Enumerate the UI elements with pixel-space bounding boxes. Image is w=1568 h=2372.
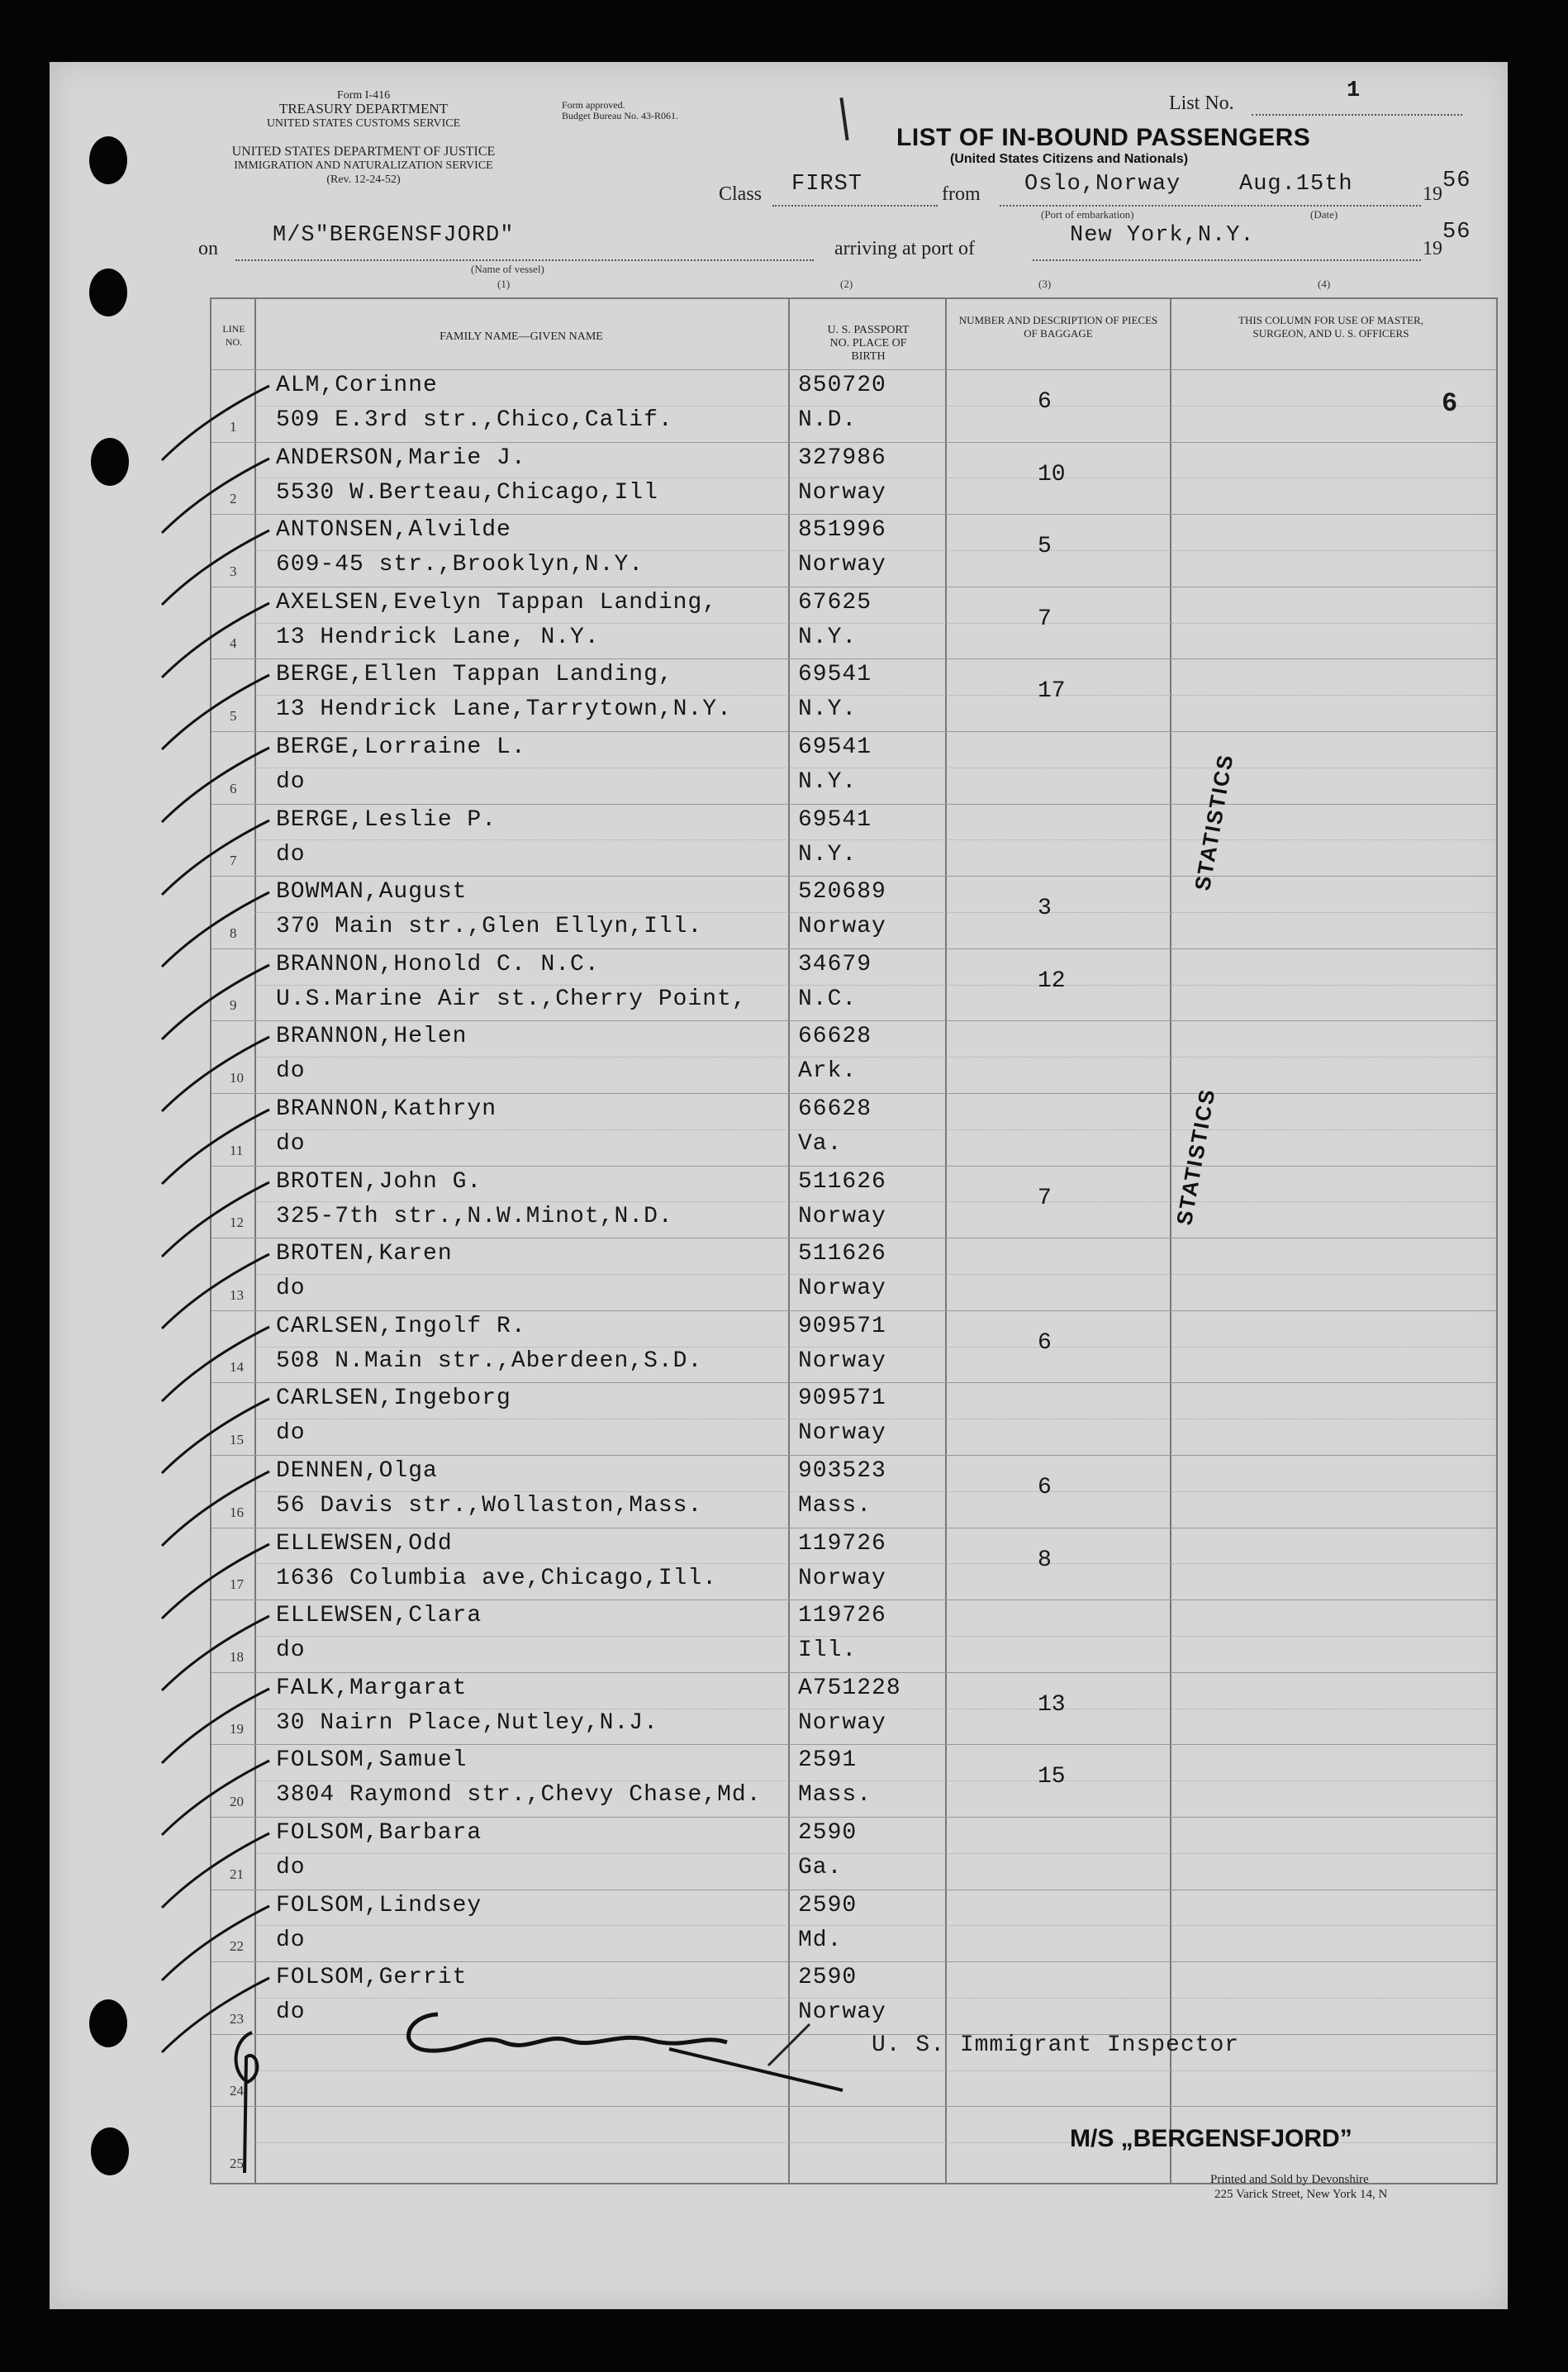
passport-number: 909571 (798, 1313, 886, 1339)
place-of-birth: Norway (798, 1999, 886, 2026)
line-number: 9 (230, 997, 237, 1014)
punch-hole (91, 2127, 129, 2175)
place-of-birth: Norway (798, 1276, 886, 1302)
passport-number: 511626 (798, 1241, 886, 1267)
place-of-birth: Ill. (798, 1638, 858, 1664)
place-of-birth: N.Y. (798, 696, 858, 723)
col-num-4: (4) (1318, 278, 1331, 290)
col-head-officers: THIS COLUMN FOR USE OF MASTER, SURGEON, AND U. S. OFFICERS (1238, 314, 1423, 340)
passenger-name: BOWMAN,August (276, 879, 468, 906)
page-subtitle: (United States Citizens and Nationals) (950, 152, 1189, 166)
place-of-birth: N.Y. (798, 841, 858, 868)
baggage-count: 15 (1038, 1764, 1066, 1790)
year-prefix: 19 (1423, 183, 1442, 205)
inspector-signature (380, 1999, 876, 2107)
col-num-2: (2) (840, 278, 853, 290)
year2-prefix: 19 (1423, 238, 1442, 259)
line-number: 4 (230, 635, 237, 652)
baggage-count: 7 (1038, 1185, 1052, 1211)
form-number: Form I-416 (336, 89, 391, 102)
passenger-address: 30 Nairn Place,Nutley,N.J. (276, 1709, 658, 1736)
treasury-dept: TREASURY DEPARTMENT (278, 101, 449, 116)
col-head-passport: U. S. PASSPORT NO. PLACE OF BIRTH (827, 324, 910, 363)
arriving-label: arriving at port of (834, 238, 975, 259)
year-suffix: 56 (1442, 169, 1471, 193)
line-number: 1 (230, 418, 237, 435)
passenger-address: do (276, 1276, 306, 1302)
passenger-name: FALK,Margarat (276, 1675, 468, 1701)
form-approved: Form approved. (562, 99, 625, 111)
from-label: from (942, 183, 981, 205)
officer-count: 6 (1442, 388, 1459, 419)
baggage-count: 5 (1038, 534, 1052, 560)
line-number: 20 (230, 1794, 244, 1809)
passenger-address: 509 E.3rd str.,Chico,Calif. (276, 407, 673, 433)
passenger-address: do (276, 1638, 306, 1664)
place-of-birth: Ark. (798, 1058, 858, 1085)
passport-number: 67625 (798, 589, 872, 616)
col-num-3: (3) (1038, 278, 1052, 290)
list-no-label: List No. (1169, 93, 1234, 114)
punch-hole (91, 438, 129, 486)
passenger-name: BERGE,Ellen Tappan Landing, (276, 662, 673, 688)
passenger-address: 13 Hendrick Lane, N.Y. (276, 624, 600, 650)
port-embarkation-caption: (Port of embarkation) (1041, 208, 1134, 221)
passenger-address: 325-7th str.,N.W.Minot,N.D. (276, 1203, 673, 1229)
line-number: 3 (230, 563, 237, 579)
year2-suffix: 56 (1442, 220, 1471, 245)
statistics-stamp: STATISTICS (1171, 1086, 1220, 1228)
line-number: 7 (230, 853, 237, 869)
line-number: 18 (230, 1648, 244, 1665)
passenger-address: do (276, 1420, 306, 1447)
baggage-count: 6 (1038, 1329, 1052, 1356)
passenger-address: 5530 W.Berteau,Chicago,Ill (276, 479, 658, 506)
passport-number: 327986 (798, 444, 886, 471)
passenger-name: FOLSOM,Barbara (276, 1820, 482, 1846)
baggage-count: 17 (1038, 678, 1066, 705)
customs-service: UNITED STATES CUSTOMS SERVICE (266, 117, 461, 130)
line-number: 19 (230, 1721, 244, 1737)
statistics-stamp: STATISTICS (1190, 751, 1238, 893)
class-label: Class (719, 183, 763, 205)
passenger-address: do (276, 1058, 306, 1085)
punch-hole (89, 136, 127, 184)
place-of-birth: Mass. (798, 1493, 872, 1519)
baggage-count: 6 (1038, 389, 1052, 415)
passenger-address: 1636 Columbia ave,Chicago,Ill. (276, 1565, 718, 1591)
passenger-name: BRANNON,Helen (276, 1024, 468, 1050)
passenger-name: CARLSEN,Ingeborg (276, 1386, 511, 1412)
passport-number: 69541 (798, 734, 872, 760)
passport-number: 909571 (798, 1386, 886, 1412)
place-of-birth: Norway (798, 1203, 886, 1229)
baggage-count: 3 (1038, 896, 1052, 922)
col-head-line: LINE NO. (222, 323, 245, 348)
passenger-name: FOLSOM,Gerrit (276, 1965, 468, 1991)
passenger-name: ELLEWSEN,Odd (276, 1530, 453, 1557)
passport-number: 520689 (798, 879, 886, 906)
punch-hole (89, 1999, 127, 2047)
passenger-name: ANTONSEN,Alvilde (276, 517, 511, 544)
passenger-table (210, 297, 1498, 2184)
passenger-address: do (276, 1855, 306, 1880)
passenger-name: BRANNON,Honold C. N.C. (276, 951, 600, 977)
place-of-birth: N.Y. (798, 624, 858, 650)
revision: (Rev. 12-24-52) (326, 174, 401, 186)
ins-line: IMMIGRATION AND NATURALIZATION SERVICE (234, 159, 493, 172)
line-number: 13 (230, 1286, 244, 1303)
line-number: 6 (230, 780, 237, 796)
passenger-name: BROTEN,John G. (276, 1168, 482, 1195)
passenger-name: ALM,Corinne (276, 373, 438, 398)
baggage-count: 10 (1038, 461, 1066, 487)
place-of-birth: Norway (798, 1348, 886, 1374)
passport-number: 69541 (798, 806, 872, 833)
line-number: 5 (230, 708, 237, 724)
place-of-birth: Ga. (798, 1855, 843, 1880)
place-of-birth: N.D. (798, 407, 858, 433)
passport-number: 2590 (798, 1820, 858, 1846)
passenger-address: 609-45 str.,Brooklyn,N.Y. (276, 552, 644, 578)
line-number: 11 (230, 1142, 244, 1158)
passenger-address: do (276, 769, 306, 795)
passenger-address: U.S.Marine Air st.,Cherry Point, (276, 986, 747, 1012)
passenger-name: AXELSEN,Evelyn Tappan Landing, (276, 589, 718, 616)
passport-number: 119726 (798, 1603, 886, 1629)
place-of-birth: Va. (798, 1131, 843, 1157)
place-of-birth: Norway (798, 1565, 886, 1591)
passport-number: 66628 (798, 1024, 872, 1050)
place-of-birth: Norway (798, 914, 886, 940)
vessel-caption: (Name of vessel) (471, 263, 544, 275)
passenger-address: 3804 Raymond str.,Chevy Chase,Md. (276, 1782, 762, 1809)
line-number: 2 (230, 491, 237, 507)
passport-number: 69541 (798, 662, 872, 688)
class-value: FIRST (791, 172, 863, 197)
passenger-name: CARLSEN,Ingolf R. (276, 1313, 526, 1339)
line-number: 16 (230, 1504, 244, 1520)
passenger-address: do (276, 841, 306, 868)
punch-hole (89, 269, 127, 316)
passport-number: 2591 (798, 1747, 858, 1774)
baggage-count: 8 (1038, 1547, 1052, 1573)
passport-number: 851996 (798, 517, 886, 544)
passport-number: 66628 (798, 1096, 872, 1122)
passport-number: 2590 (798, 1965, 858, 1991)
place-of-birth: N.C. (798, 986, 858, 1012)
line-number: 24 (230, 2083, 244, 2099)
printer-line-2: 225 Varick Street, New York 14, N (1214, 2188, 1388, 2201)
line-number: 23 (230, 2010, 244, 2027)
date-caption: (Date) (1310, 208, 1338, 221)
passenger-name: FOLSOM,Lindsey (276, 1892, 482, 1918)
place-of-birth: N.Y. (798, 769, 858, 795)
passenger-address: do (276, 1131, 306, 1157)
list-no-value: 1 (1347, 78, 1361, 103)
arrival-port: New York,N.Y. (1070, 223, 1255, 248)
line-number: 15 (230, 1432, 244, 1447)
passenger-name: DENNEN,Olga (276, 1458, 438, 1484)
place-of-birth: Norway (798, 552, 886, 578)
passenger-address: 370 Main str.,Glen Ellyn,Ill. (276, 914, 703, 940)
passenger-name: BERGE,Leslie P. (276, 806, 497, 833)
passenger-name: BROTEN,Karen (276, 1241, 453, 1267)
passenger-address: 56 Davis str.,Wollaston,Mass. (276, 1493, 703, 1519)
passenger-name: ELLEWSEN,Clara (276, 1603, 482, 1629)
passport-number: 34679 (798, 951, 872, 977)
line-number: 14 (230, 1359, 244, 1376)
place-of-birth: Norway (798, 1420, 886, 1447)
doj-line: UNITED STATES DEPARTMENT OF JUSTICE (231, 145, 496, 159)
passport-number: 850720 (798, 373, 886, 398)
passenger-name: BRANNON,Kathryn (276, 1096, 497, 1122)
passenger-address: 508 N.Main str.,Aberdeen,S.D. (276, 1348, 703, 1374)
on-label: on (198, 238, 218, 259)
page-title: LIST OF IN-BOUND PASSENGERS (896, 124, 1311, 151)
margin-scribble (223, 2024, 273, 2181)
passport-number: 511626 (798, 1168, 886, 1195)
line-number: 21 (230, 1866, 244, 1882)
vessel-stamp: M/S „BERGENSFJORD” (1070, 2125, 1352, 2152)
line-number: 8 (230, 925, 237, 941)
baggage-count: 6 (1038, 1475, 1052, 1500)
place-of-birth: Norway (798, 1709, 886, 1736)
col-num-1: (1) (497, 278, 511, 290)
line-number: 12 (230, 1215, 244, 1231)
passport-number: 903523 (798, 1458, 886, 1484)
inspector-label: U. S. Immigrant Inspector (872, 2032, 1240, 2058)
printer-line-1: Printed and Sold by Devonshire (1210, 2173, 1369, 2186)
col-head-name: FAMILY NAME—GIVEN NAME (440, 330, 603, 343)
baggage-count: 13 (1038, 1691, 1066, 1718)
passport-number: A751228 (798, 1675, 901, 1701)
passport-number: 2590 (798, 1892, 858, 1918)
budget-bureau: Budget Bureau No. 43-R061. (562, 110, 678, 121)
line-number: 10 (230, 1070, 244, 1086)
arrival-date: Aug.15th (1239, 172, 1353, 197)
passenger-name: FOLSOM,Samuel (276, 1747, 468, 1774)
line-number: 22 (230, 1938, 244, 1955)
passenger-address: do (276, 1999, 306, 2026)
passenger-name: ANDERSON,Marie J. (276, 444, 526, 471)
passenger-address: 13 Hendrick Lane,Tarrytown,N.Y. (276, 696, 732, 723)
from-value: Oslo,Norway (1024, 172, 1181, 197)
line-number: 25 (230, 2156, 244, 2171)
baggage-count: 7 (1038, 606, 1052, 632)
place-of-birth: Mass. (798, 1782, 872, 1809)
place-of-birth: Md. (798, 1927, 843, 1953)
line-number: 17 (230, 1576, 244, 1593)
passenger-name: BERGE,Lorraine L. (276, 734, 526, 760)
passenger-address: do (276, 1927, 306, 1953)
place-of-birth: Norway (798, 479, 886, 506)
baggage-count: 12 (1038, 967, 1066, 994)
vessel-name: M/S"BERGENSFJORD" (273, 223, 515, 248)
col-head-baggage: NUMBER AND DESCRIPTION OF PIECES OF BAGGAGE (958, 314, 1158, 340)
passport-number: 119726 (798, 1530, 886, 1557)
